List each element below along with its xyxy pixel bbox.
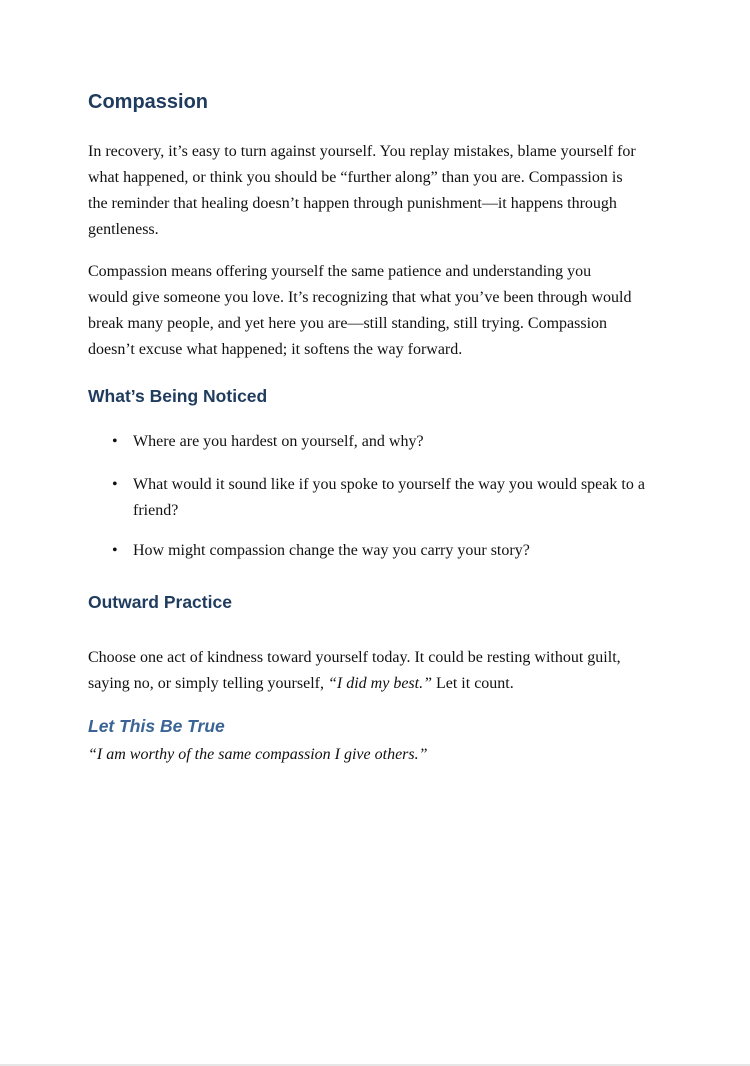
text-line: gentleness. xyxy=(88,221,159,238)
list-item-text: What would it sound like if you spoke to yourself the way you would speak to a friend? xyxy=(133,476,645,519)
text-line: saying no, or simply telling yourself, “I did my best.” Let it count. xyxy=(88,675,514,692)
bullet-icon: • xyxy=(112,433,118,450)
intro-paragraph-1 xyxy=(88,139,636,243)
list-item-text: How might compassion change the way you carry your story? xyxy=(133,542,530,559)
bullet-icon: • xyxy=(112,476,118,493)
text-line: Choose one act of kindness toward yourself today. It could be resting without guilt, xyxy=(88,649,621,666)
quoted-phrase: “I did my best.” xyxy=(327,675,432,692)
text-line: Compassion means offering yourself the same patience and understanding you xyxy=(88,263,592,280)
text-line: In recovery, it’s easy to turn against yourself. You replay mistakes, blame yourself for xyxy=(88,143,636,160)
affirmation-heading: Let This Be True xyxy=(88,716,225,736)
practice-heading: Outward Practice xyxy=(88,592,232,612)
noticed-heading: What’s Being Noticed xyxy=(88,386,268,406)
practice-paragraph xyxy=(88,645,621,697)
bullet-icon: • xyxy=(112,542,118,559)
text-line: would give someone you love. It’s recognizing that what you’ve been through would xyxy=(88,289,632,306)
text-line: what happened, or think you should be “further along” than you are. Compassion is xyxy=(88,169,623,186)
page-title: Compassion xyxy=(88,91,209,113)
text-line: break many people, and yet here you are—still standing, still trying. Compassion xyxy=(88,315,608,332)
affirmation-quote: “I am worthy of the same compassion I give others.” xyxy=(88,746,428,763)
text-line: doesn’t excuse what happened; it softens the way forward. xyxy=(88,341,463,358)
list-item-text: Where are you hardest on yourself, and why? xyxy=(133,433,424,450)
text-line: the reminder that healing doesn’t happen through punishment—it happens through xyxy=(88,195,617,212)
intro-paragraph-2 xyxy=(88,259,631,363)
